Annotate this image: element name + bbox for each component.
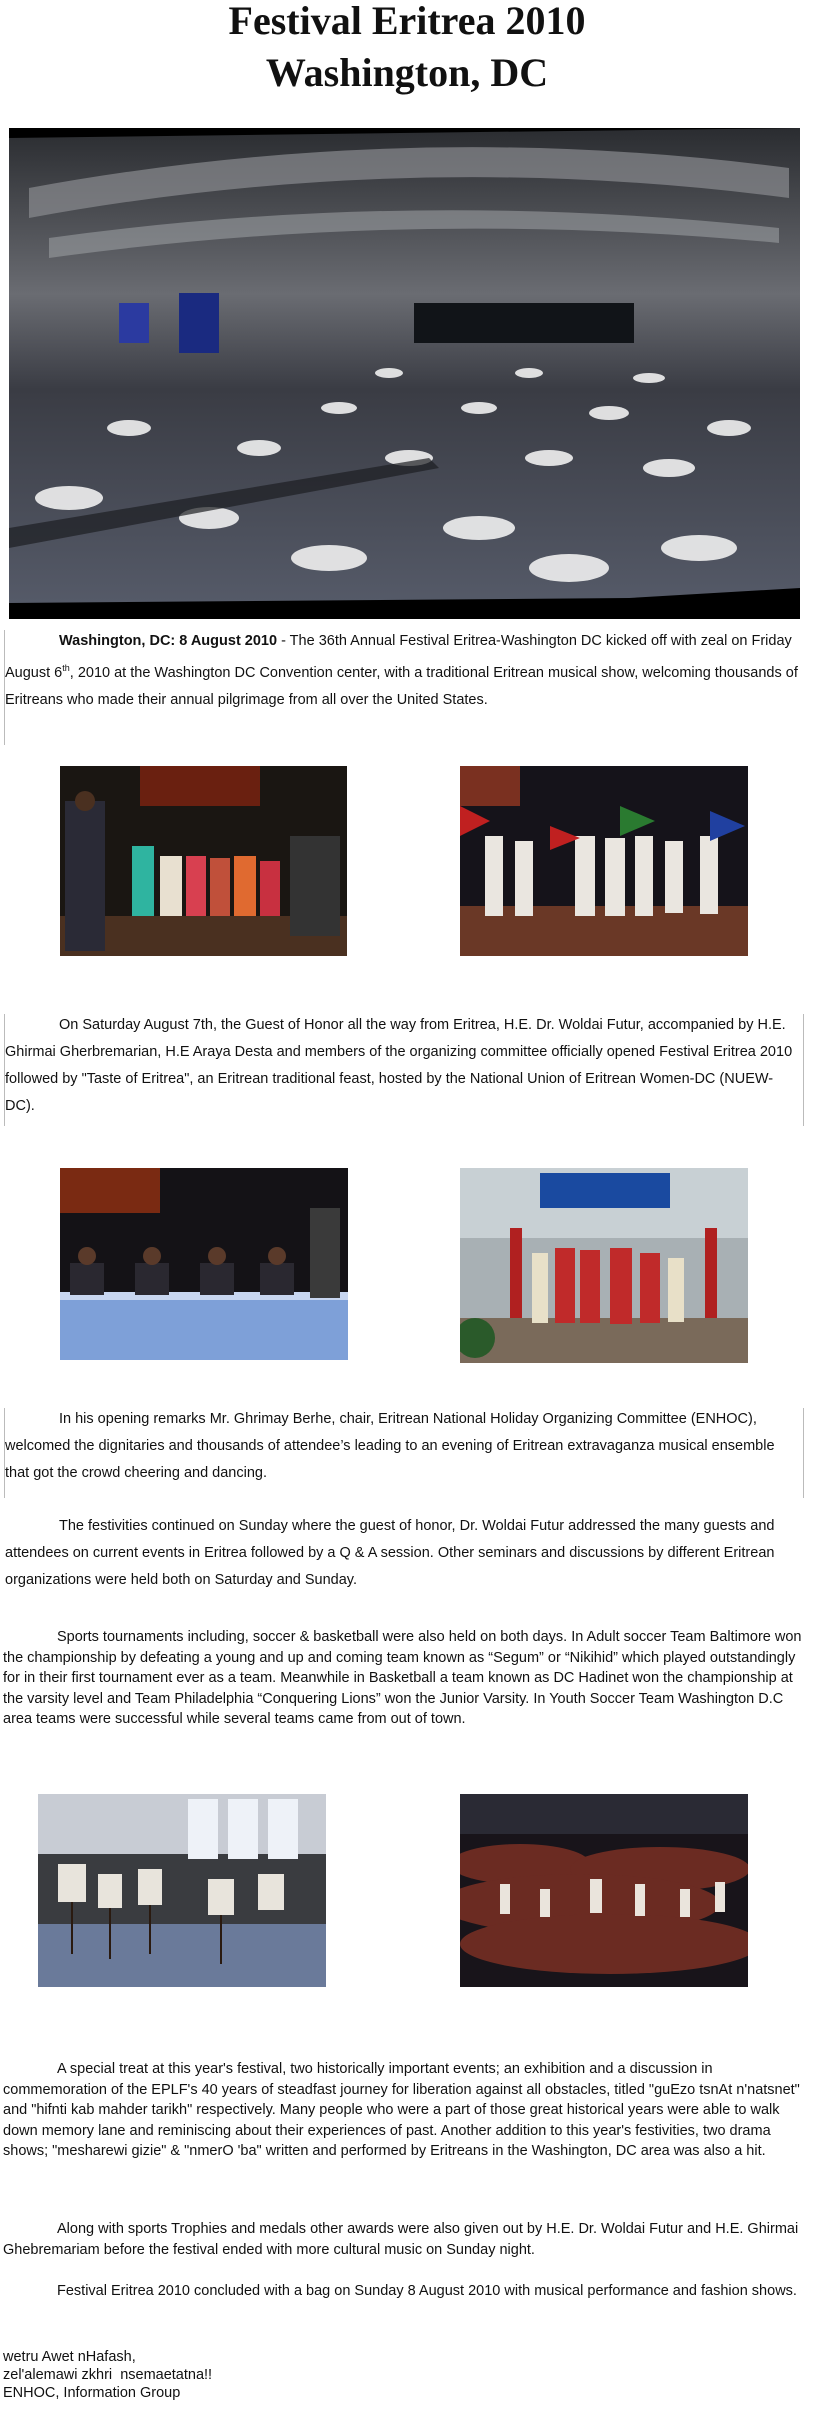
margin-line-2r [803, 1014, 804, 1126]
paragraph-sunday-events: The festivities continued on Sunday where the guest of honor, Dr. Woldai Futur addressed the many guests and attendees on current events in Eritrea followed by a Q & A session. Other seminars and discussions by different Eritrean organizations were held both on Saturday and Sunday. [5, 1518, 775, 1588]
banner-photo [9, 128, 800, 619]
paragraph-opening-remarks: In his opening remarks Mr. Ghrimay Berhe, chair, Eritrean National Holiday Organizing Committee (ENHOC), welcomed the dignitaries and thousands of attendee’s leading to an evening of Eritrean extravaganza musical ensemble that got the crowd cheering and dancing. [5, 1411, 775, 1481]
stage-performers-photo [60, 766, 347, 956]
paragraph-conclusion: Festival Eritrea 2010 concluded with a bag on Sunday 8 August 2010 with musical performance and fashion shows. [57, 2283, 797, 2299]
signature-line2: zel'alemawi zkhri nsemaetatna!! [3, 2367, 213, 2383]
paragraph-awards: Along with sports Trophies and medals other awards were also given out by H.E. Dr. Woldai Futur and H.E. Ghirmai Ghebremariam before the festival ended with more cultural music on Sunday night. [3, 2221, 799, 2258]
margin-line-3 [4, 1408, 5, 1498]
exhibition-hall-photo [38, 1794, 326, 1987]
intro-superscript: th [62, 663, 70, 673]
intro-text-b: , 2010 at the Washington DC Convention center, with a traditional Eritrean musical show, welcoming thousands of Eritreans who made their annual pilgrimage from all over the United States. [5, 664, 798, 708]
margin-line-1 [4, 630, 5, 745]
intro-paragraph [5, 628, 798, 714]
dancers-with-flags-photo [460, 766, 748, 956]
margin-line-2 [4, 1014, 5, 1126]
margin-line-4 [803, 1408, 804, 1498]
women-in-traditional-dress-photo [460, 1168, 748, 1363]
page-title-line2: Washington, DC [265, 50, 549, 95]
paragraph-special-treat: A special treat at this year's festival, two historically important events; an exhibition and a discussion in commemoration of the EPLF's 40 years of steadfast journey for liberation against all obstacles, titled "guEzo tsnAt n'natsnet" and "hifnti kab mahder tarikh" respectively. Many people who were a part of those great historical years were able to walk down memory lane and reminiscing about their experiences of past. Another addition to this year's festivities, two drama shows; "mesharewi gizie" & "nmerO 'ba" written and performed by Eritreans in the Washington, DC area was also a hit. [3, 2061, 800, 2159]
signature-line1: wetru Awet nHafash, [3, 2349, 136, 2365]
dateline: Washington, DC: 8 August 2010 [59, 633, 278, 649]
page-title-line1: Festival Eritrea 2010 [228, 0, 586, 43]
paragraph-guest-of-honor: On Saturday August 7th, the Guest of Honor all the way from Eritrea, H.E. Dr. Woldai Futur, accompanied by H.E. Ghirmai Gherbremarian, H.E Araya Desta and members of the organizing committee officially opened Festival Eritrea 2010 followed by "Taste of Eritrea", an Eritrean traditional feast, hosted by the National Union of Eritrean Women-DC (NUEW-DC). [5, 1017, 793, 1114]
crowd-dancing-photo [460, 1794, 748, 1987]
intro-text-a: - The 36th Annual Festival Eritrea-Washington DC kicked off with zeal on Friday August 6 [5, 633, 792, 681]
signature-line3: ENHOC, Information Group [3, 2385, 181, 2401]
guests-of-honor-table-photo [60, 1168, 348, 1360]
paragraph-sports: Sports tournaments including, soccer & basketball were also held on both days. In Adult soccer Team Baltimore won the championship by defeating a young and up and coming team known as “Segum” or “Nikihid” which played outstandingly for in their first tournament ever as a team. Meanwhile in Basketball a team known as DC Hadinet won the championship at the varsity level and Team Philadelphia “Conquering Lions” won the Junior Varsity. In Youth Soccer Team Washington D.C area teams were successful while several teams came from out of town. [3, 1629, 802, 1727]
